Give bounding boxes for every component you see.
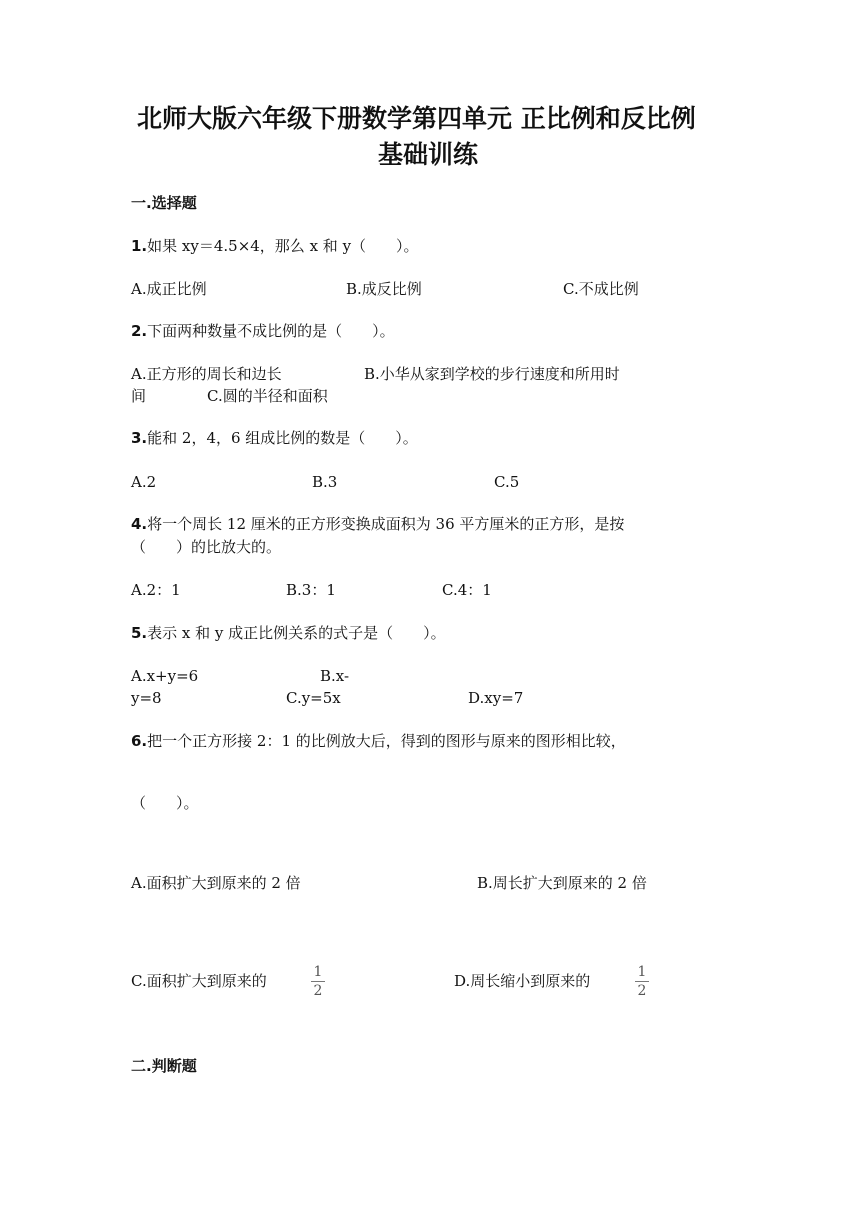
q6-option-d-fraction [635,965,649,998]
question-2 [131,322,395,340]
q1-option-b: B.成反比例 [346,280,422,298]
question-2-number: 2. [131,322,148,340]
fraction-denominator: 2 [637,983,647,999]
q6-option-b: B.周长扩大到原来的 2 倍 [477,874,647,892]
q5-option-b: B.x- [320,667,350,685]
question-3-text: 能和 2，4，6 组成比例的数是（ ）。 [147,429,418,447]
q1-option-c: C.不成比例 [563,280,639,298]
question-1 [131,237,419,255]
q2-option-c: C.圆的半径和面积 [207,387,328,405]
fraction-numerator: 1 [313,964,323,980]
q2-option-b: B.小华从家到学校的步行速度和所用时 [364,365,620,383]
question-5 [131,624,446,642]
question-2-text: 下面两种数量不成比例的是（ ）。 [147,322,395,340]
q6-option-c: C.面积扩大到原来的 [131,972,267,990]
q3-option-c: C.5 [494,473,520,491]
q2-option-a: A.正方形的周长和边长 [131,365,282,383]
fraction-numerator: 1 [637,964,647,980]
q3-option-b: B.3 [312,473,338,491]
question-3-number: 3. [131,429,148,447]
question-4-text: 将一个周长 12 厘米的正方形变换成面积为 36 平方厘米的正方形，是按 [147,515,625,533]
q4-option-b: B.3：1 [286,581,336,599]
question-4 [131,515,624,533]
question-4-number: 4. [131,515,148,533]
q4-option-a: A.2：1 [131,581,181,599]
q6-option-a: A.面积扩大到原来的 2 倍 [131,874,301,892]
q4-option-c: C.4：1 [442,581,492,599]
question-4-text-cont: （ ）的比放大的。 [131,538,282,556]
question-6-number: 6. [131,732,148,750]
q6-option-d: D.周长缩小到原来的 [454,972,591,990]
question-6-text: 把一个正方形接 2：1 的比例放大后，得到的图形与原来的图形相比较， [147,732,626,750]
page-title-line2: 基础训练 [378,140,479,169]
section-heading-judgement: 二.判断题 [131,1057,197,1075]
q1-option-a: A.成正比例 [131,280,207,298]
fraction-denominator: 2 [313,983,323,999]
question-5-number: 5. [131,624,148,642]
fraction-bar [635,981,649,982]
q6-option-c-fraction [311,965,325,998]
q5-option-a: A.x+y=6 [131,667,199,685]
q5-option-b-cont: y=8 [131,689,162,707]
question-5-text: 表示 x 和 y 成正比例关系的式子是（ ）。 [147,624,446,642]
q5-option-d: D.xy=7 [468,689,524,707]
question-1-text: 如果 xy＝4.5×4，那么 x 和 y（ ）。 [147,237,419,255]
question-1-number: 1. [131,237,148,255]
fraction-bar [311,981,325,982]
page-title-line1: 北师大版六年级下册数学第四单元 正比例和反比例 [137,104,696,133]
question-6 [131,732,626,750]
question-3 [131,429,418,447]
section-heading-choice: 一.选择题 [131,194,197,212]
question-6-text-cont: （ ）。 [131,794,199,812]
q3-option-a: A.2 [131,473,157,491]
q2-option-b-cont: 间 [131,387,147,405]
q5-option-c: C.y=5x [286,689,341,707]
